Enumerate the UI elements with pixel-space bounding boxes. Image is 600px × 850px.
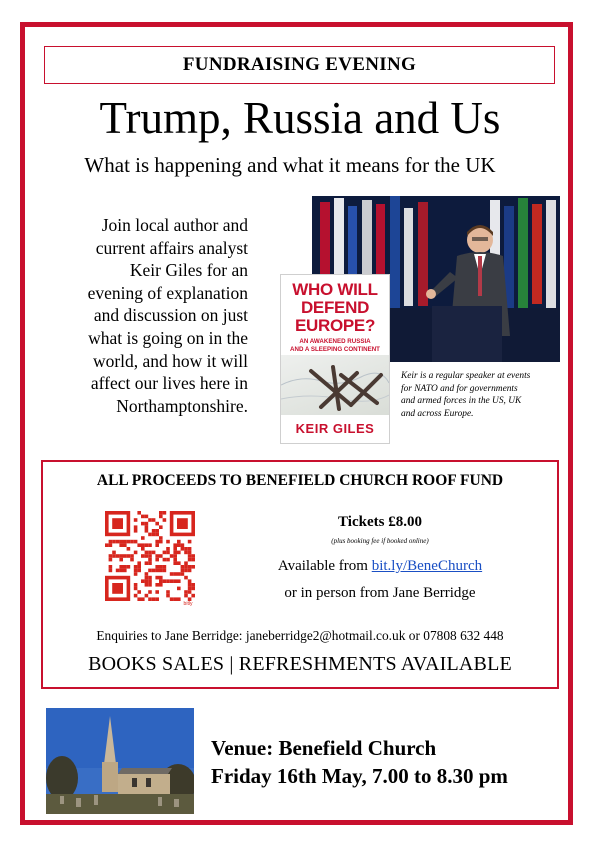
qr-module [123, 569, 127, 573]
qr-module [116, 540, 120, 544]
speaker-caption [401, 370, 561, 420]
qr-module [119, 558, 123, 562]
qr-module [148, 558, 152, 562]
qr-module [184, 561, 188, 565]
book-cover [280, 274, 390, 444]
qr-module [148, 569, 152, 573]
qr-module [145, 522, 149, 526]
qr-module [148, 561, 152, 565]
qr-module [159, 511, 163, 515]
book-subtitle-line: AND A SLEEPING CONTINENT [290, 345, 380, 353]
qr-module [181, 565, 185, 569]
qr-module [109, 569, 113, 573]
qr-module [134, 551, 138, 555]
qr-module [109, 554, 113, 558]
qr-module [159, 576, 163, 580]
qr-module [173, 558, 177, 562]
qr-module [188, 558, 192, 562]
qr-module [177, 587, 181, 591]
qr-module [184, 547, 188, 551]
qr-finder-inner [112, 583, 123, 594]
qr-module [134, 525, 138, 529]
qr-module [159, 565, 163, 569]
qr-module [188, 587, 192, 591]
qr-module [166, 594, 170, 598]
caption-line: for NATO and for governments [401, 383, 518, 394]
qr-module [177, 540, 181, 544]
qr-module [173, 572, 177, 576]
event-title: Trump, Russia and Us [99, 93, 501, 143]
intro-paragraph [56, 214, 248, 417]
qr-module [148, 543, 152, 547]
qr-module [188, 565, 192, 569]
qr-module [159, 554, 163, 558]
availability-prefix: Available from [277, 558, 368, 574]
qr-module [137, 543, 141, 547]
qr-module [155, 558, 159, 562]
qr-module [148, 583, 152, 587]
qr-module [184, 551, 188, 555]
book-author: KEIR GILES [295, 421, 375, 436]
qr-module [145, 525, 149, 529]
qr-module [181, 547, 185, 551]
qr-module [166, 547, 170, 551]
qr-module [112, 540, 116, 544]
qr-module [173, 543, 177, 547]
in-person-line: or in person from Jane Berridge [284, 585, 476, 601]
qr-module [191, 594, 195, 598]
sales-line: BOOKS SALES | REFRESHMENTS AVAILABLE [88, 653, 512, 675]
qr-module [188, 551, 192, 555]
qr-module [145, 583, 149, 587]
ticket-qr-code[interactable] [104, 510, 200, 606]
qr-module [163, 569, 167, 573]
qr-module [123, 554, 127, 558]
qr-module [188, 590, 192, 594]
book-cover-map [281, 355, 389, 415]
qr-module [141, 547, 145, 551]
qr-code-icon [104, 510, 200, 606]
qr-module [191, 587, 195, 591]
booking-fee-note: (plus booking fee if booked online) [331, 537, 429, 545]
qr-module [173, 554, 177, 558]
booking-link[interactable]: bit.ly/BeneChurch [371, 558, 483, 574]
qr-module [148, 590, 152, 594]
qr-module [159, 569, 163, 573]
qr-module [109, 565, 113, 569]
qr-module [116, 554, 120, 558]
qr-module [163, 518, 167, 522]
qr-module [145, 576, 149, 580]
qr-module [166, 579, 170, 583]
qr-module [130, 554, 134, 558]
qr-module [137, 597, 141, 601]
qr-module [148, 551, 152, 555]
qr-module [109, 543, 113, 547]
intro-line: Keir Giles for an [129, 260, 248, 281]
qr-module [148, 533, 152, 537]
book-title-line: WHO WILL [292, 280, 378, 299]
qr-module [163, 551, 167, 555]
qr-module [148, 518, 152, 522]
intro-line: Northamptonshire. [116, 395, 248, 416]
qr-module [191, 583, 195, 587]
qr-module [181, 543, 185, 547]
qr-module [123, 565, 127, 569]
qr-module [166, 551, 170, 555]
qr-module [170, 597, 174, 601]
ticket-price: Tickets £8.00 [338, 514, 422, 530]
book-subtitle [285, 338, 385, 353]
qr-module [109, 540, 113, 544]
enquiries-line: Enquiries to Jane Berridge: janeberridge2@hotmail.co.uk or 07808 632 448 [96, 628, 504, 643]
availability-line [240, 558, 520, 575]
qr-module [130, 540, 134, 544]
qr-module [155, 540, 159, 544]
qr-module [191, 565, 195, 569]
intro-line: current affairs analyst [95, 237, 248, 258]
qr-module [141, 554, 145, 558]
qr-module [105, 543, 109, 547]
qr-module [123, 540, 127, 544]
qr-module [155, 597, 159, 601]
qr-module [184, 594, 188, 598]
qr-module [159, 579, 163, 583]
qr-module [163, 558, 167, 562]
caption-line: Keir is a regular speaker at events [401, 371, 531, 381]
qr-module [184, 590, 188, 594]
book-subtitle-line: AN AWAKENED RUSSIA [299, 338, 371, 345]
qr-module [155, 533, 159, 537]
qr-module [163, 579, 167, 583]
intro-line: and discussion on just [93, 305, 248, 326]
qr-module [152, 518, 156, 522]
qr-module [155, 590, 159, 594]
qr-module [141, 597, 145, 601]
caption-line: and across Europe. [401, 408, 474, 419]
qr-module [163, 511, 167, 515]
qr-module [188, 583, 192, 587]
event-type-label: FUNDRAISING EVENING [182, 54, 417, 75]
qr-module [184, 569, 188, 573]
qr-module [141, 543, 145, 547]
qr-module [112, 551, 116, 555]
event-date-time: Friday 16th May, 7.00 to 8.30 pm [211, 764, 508, 788]
qr-module [159, 515, 163, 519]
qr-module [184, 576, 188, 580]
qr-module [148, 579, 152, 583]
qr-module [173, 597, 177, 601]
qr-caption: bitly [183, 601, 193, 606]
venue-details [211, 734, 571, 790]
qr-module [109, 558, 113, 562]
qr-module [137, 561, 141, 565]
intro-line: world, and how it will [92, 350, 248, 371]
intro-line: what is going on in the [88, 327, 248, 348]
qr-module [177, 597, 181, 601]
book-title [281, 281, 389, 335]
qr-module [119, 565, 123, 569]
qr-module [173, 561, 177, 565]
qr-module [141, 515, 145, 519]
intro-line: affect our lives here in [90, 373, 248, 394]
qr-module [145, 554, 149, 558]
qr-module [188, 554, 192, 558]
qr-module [152, 597, 156, 601]
qr-module [123, 543, 127, 547]
qr-module [134, 587, 138, 591]
qr-module [127, 565, 131, 569]
qr-module [134, 529, 138, 533]
qr-module [112, 554, 116, 558]
qr-module [119, 540, 123, 544]
qr-module [177, 551, 181, 555]
qr-module [166, 540, 170, 544]
qr-module [166, 558, 170, 562]
qr-module [148, 554, 152, 558]
qr-module [134, 540, 138, 544]
qr-module [188, 579, 192, 583]
qr-module [116, 569, 120, 573]
qr-module [155, 565, 159, 569]
qr-module [152, 533, 156, 537]
qr-module [145, 515, 149, 519]
qr-module [170, 572, 174, 576]
qr-module [127, 547, 131, 551]
qr-module [181, 569, 185, 573]
qr-module [148, 597, 152, 601]
qr-module [159, 525, 163, 529]
event-subtitle: What is happening and what it means for the UK [84, 153, 496, 177]
event-type-banner [44, 46, 555, 84]
qr-module [145, 543, 149, 547]
qr-module [166, 590, 170, 594]
qr-module [155, 576, 159, 580]
qr-module [155, 522, 159, 526]
qr-module [170, 554, 174, 558]
qr-module [130, 558, 134, 562]
qr-module [155, 529, 159, 533]
qr-module [181, 572, 185, 576]
qr-module [137, 565, 141, 569]
qr-module [134, 572, 138, 576]
qr-module [145, 551, 149, 555]
qr-module [137, 590, 141, 594]
qr-module [127, 554, 131, 558]
qr-module [159, 583, 163, 587]
qr-module [145, 572, 149, 576]
qr-module [119, 569, 123, 573]
qr-module [137, 511, 141, 515]
qr-module [188, 547, 192, 551]
qr-module [134, 569, 138, 573]
qr-module [127, 540, 131, 544]
venue-name: Venue: Benefield Church [211, 736, 437, 760]
qr-module [134, 565, 138, 569]
qr-module [134, 594, 138, 598]
qr-module [152, 529, 156, 533]
qr-module [119, 554, 123, 558]
qr-module [191, 558, 195, 562]
book-title-line: EUROPE? [294, 316, 376, 335]
proceeds-heading: ALL PROCEEDS TO BENEFIELD CHURCH ROOF FUND [96, 472, 504, 489]
qr-module [188, 569, 192, 573]
qr-module [177, 579, 181, 583]
qr-module [191, 554, 195, 558]
qr-module [184, 565, 188, 569]
qr-module [145, 594, 149, 598]
qr-module [159, 540, 163, 544]
qr-module [173, 551, 177, 555]
caption-line: and armed forces in the US, UK [401, 396, 522, 406]
qr-module [170, 579, 174, 583]
qr-module [145, 529, 149, 533]
qr-module [141, 536, 145, 540]
qr-module [152, 551, 156, 555]
qr-module [163, 565, 167, 569]
qr-module [119, 543, 123, 547]
qr-module [141, 579, 145, 583]
qr-module [159, 536, 163, 540]
qr-module [145, 579, 149, 583]
qr-finder-inner [112, 518, 123, 529]
book-title-line: DEFEND [300, 298, 370, 317]
qr-module [155, 583, 159, 587]
qr-module [155, 569, 159, 573]
intro-line: Join local author and [101, 215, 248, 235]
qr-module [148, 576, 152, 580]
qr-module [134, 518, 138, 522]
qr-module [145, 561, 149, 565]
qr-module [134, 583, 138, 587]
czech-hedgehog-illustration [281, 355, 389, 415]
qr-module [152, 569, 156, 573]
church-photo [46, 708, 194, 814]
qr-module [177, 561, 181, 565]
qr-module [155, 554, 159, 558]
qr-module [155, 543, 159, 547]
qr-module [177, 572, 181, 576]
qr-module [177, 543, 181, 547]
qr-module [188, 540, 192, 544]
qr-module [137, 569, 141, 573]
qr-module [173, 579, 177, 583]
qr-module [173, 547, 177, 551]
church-photo-illustration [46, 708, 194, 814]
qr-finder-inner [177, 518, 188, 529]
intro-line: evening of explanation [87, 282, 248, 303]
qr-module [141, 522, 145, 526]
